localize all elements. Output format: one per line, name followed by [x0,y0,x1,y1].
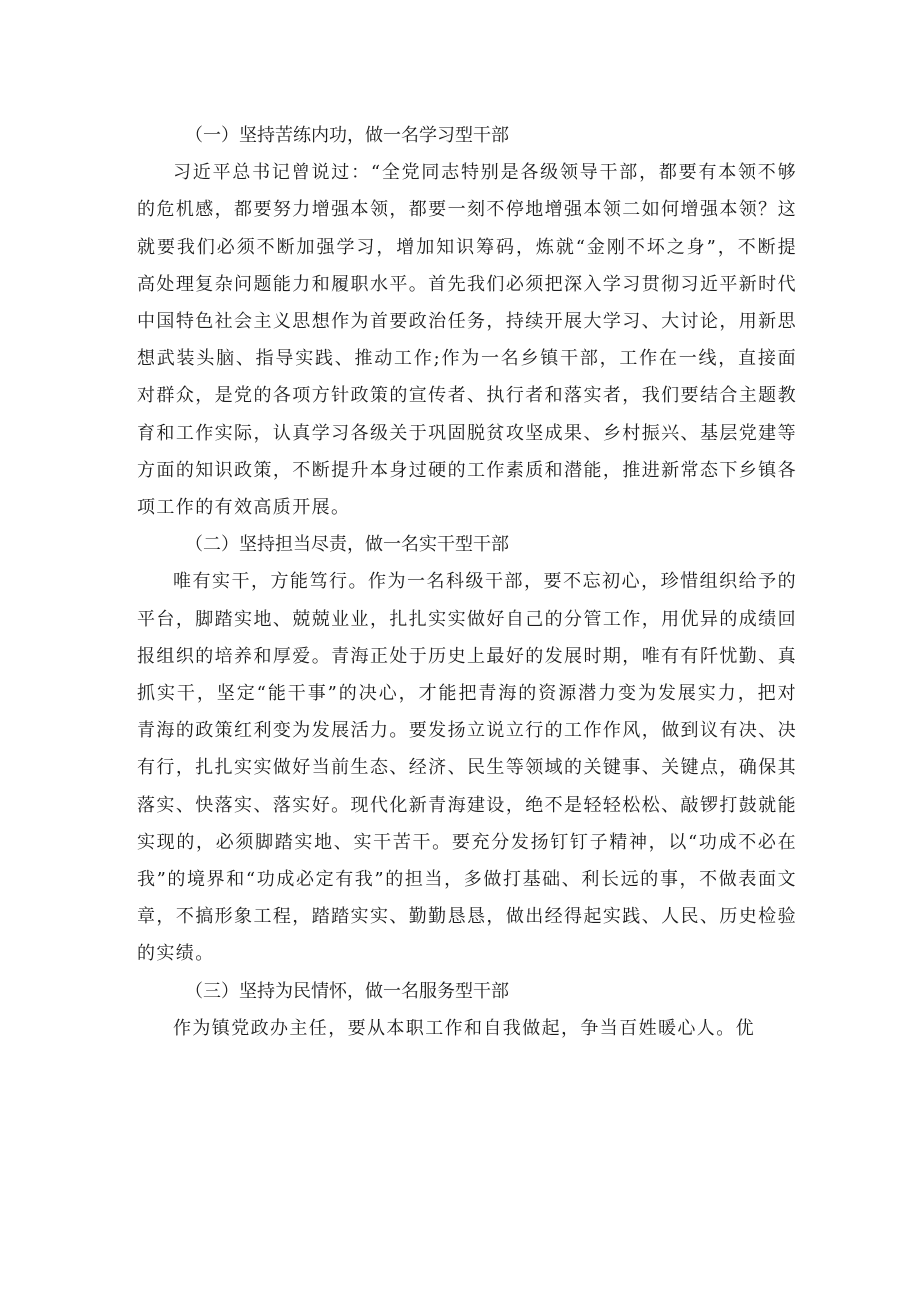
section-paragraph-1: 习近平总书记曾说过：“全党同志特别是各级领导干部，都要有本领不够的危机感，都要努力增强本领，都要一刻不停地增强本领二如何增强本领？这就要我们必须不断加强学习，增加知识筹码，炼就“金刚不坏之身”，不断提高处理复杂问题能力和履职水平。首先我们必须把深入学习贯彻习近平新时代中国特色社会主义思想作为首要政治任务，持续开展大学习、大讨论，用新思想武装头脑、指导实践、推动工作;作为一名乡镇干部，工作在一线，直接面对群众，是党的各项方针政策的宣传者、执行者和落实者，我们要结合主题教育和工作实际，认真学习各级关于巩固脱贫攻坚成果、乡村振兴、基层党建等方面的知识政策，不断提升本身过硬的工作素质和潜能，推进新常态下乡镇各项工作的有效高质开展。 [137,162,797,519]
section-paragraph-3: 作为镇党政办主任，要从本职工作和自我做起，争当百姓暖心人。优 [173,1017,755,1039]
document-body [137,117,797,1047]
section-heading-3: （三）坚持为民情怀，做一名服务型干部 [185,980,509,1002]
section-paragraph-2: 唯有实干，方能笃行。作为一名科级干部，要不忘初心，珍惜组织给予的平台，脚踏实地、兢兢业业，扎扎实实做好自己的分管工作，用优异的成绩回报组织的培养和厚爱。青海正处于历史上最好的发展时期，唯有有阡忧勤、真抓实干，坚定“能干事”的决心，才能把青海的资源潜力变为发展实力，把对青海的政策红利变为发展活力。要发扬立说立行的工作作风，做到议有决、决有行，扎扎实实做好当前生态、经济、民生等领域的关键事、关键点，确保其落实、快落实、落实好。现代化新青海建设，绝不是轻轻松松、敲锣打鼓就能实现的，必须脚踏实地、实干苦干。要充分发扬钉钉子精神，以“功成不必在我”的境界和“功成必定有我”的担当，多做打基础、利长远的事，不做表面文章，不搞形象工程，踏踏实实、勤勤恳恳，做出经得起实践、人民、历史检验的实绩。 [137,571,797,965]
section-heading-2: （二）坚持担当尽责，做一名实干型干部 [185,534,509,556]
section-heading-1: （一）坚持苦练内功，做一名学习型干部 [185,125,509,146]
